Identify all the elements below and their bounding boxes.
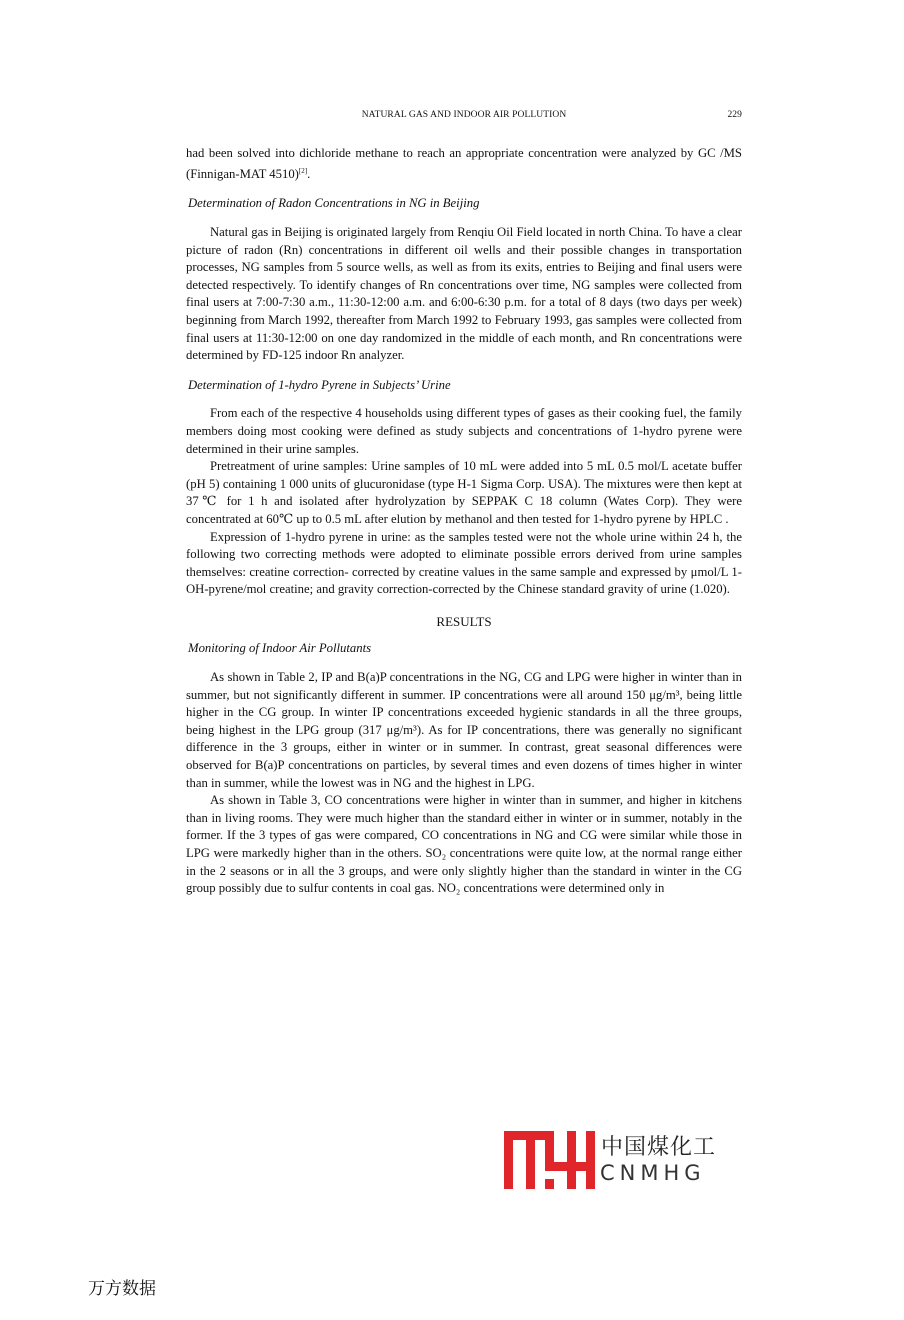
running-title: NATURAL GAS AND INDOOR AIR POLLUTION xyxy=(361,110,567,120)
citation-ref: [2] xyxy=(298,166,308,175)
page-number: 229 xyxy=(727,110,742,120)
article-body xyxy=(186,145,742,898)
running-header xyxy=(186,110,742,124)
cnmhg-logo xyxy=(504,1127,717,1193)
logo-chinese-name: 中国煤化工 xyxy=(601,1135,717,1160)
source-watermark: 万方数据 xyxy=(88,1279,156,1299)
results-paragraph-1: As shown in Table 2, IP and B(a)P concentrations in the NG, CG and LPG were higher in winter than in summer, but not significantly different in summer. IP concentrations were all around 150 μg/m³, being little higher in the CG group. In winter IP concentrations exceeded hygienic standards in all the three groups, being highest in the LPG group (317 μg/m³). As for IP concentrations, there was generally no significant difference in the 3 groups, either in winter or in summer. In contrast, great seasonal differences were observed for B(a)P concentrations on particles, by several times and even dozens of times higher in winter than in summer, while the lowest was in NG and the highest in LPG. xyxy=(186,670,742,790)
pyrene-paragraph-1: From each of the respective 4 households using different types of gases as their cooking fuel, the family members doing most cooking were defined as study subjects and concentrations of 1-hydro pyrene were determined in their urine samples. xyxy=(186,406,742,456)
intro-paragraph: had been solved into dichloride methane to reach an appropriate concentration were analyzed by GC /MS (Finnigan-MAT 4510)[2]. xyxy=(186,146,742,181)
pyrene-paragraph-2: Pretreatment of urine samples: Urine samples of 10 mL were added into 5 mL 0.5 mol/L acetate buffer (pH 5) containing 1 000 units of glucuronidase (type H-1 Sigma Corp. USA). The mixtures were then kept at 37℃ for 1 h and isolated after hydrolyzation by SEPPAK C 18 column (Wates Corp). They were concentrated at 60℃ up to 0.5 mL after elution by methanol and then tested for 1-hydro pyrene by HPLC . xyxy=(186,459,742,526)
section-heading-radon: Determination of Radon Concentrations in NG in Beijing xyxy=(188,196,480,211)
pyrene-paragraph-3: Expression of 1-hydro pyrene in urine: as the samples tested were not the whole urine within 24 h, the following two correcting methods were adopted to eliminate possible errors derived from urine samples themselves: creatine correction- corrected by creatine values in the same sample and expressed by μmol/L 1-OH-pyrene/mol creatine; and gravity correction-corrected by the Chinese standard gravity of urine (1.020). xyxy=(186,529,742,597)
logo-english-name: CNMHG xyxy=(600,1161,706,1185)
results-paragraph-2: As shown in Table 3, CO concentrations were higher in winter than in summer, and higher in kitchens than in living rooms. They were much higher than the standard either in winter or in summer, notably in the former. If the 3 types of gas were compared, CO concentrations in NG and CG were similar while those in LPG were markedly higher than in the others. SO₂ concentrations were quite low, at the normal range either in the 2 seasons or in all the 3 groups, and were only slightly higher than the standard in winter in the CG group possibly due to sulfur contents in coal gas. NO₂ concentrations were determined only in xyxy=(186,793,742,896)
results-heading: RESULTS xyxy=(436,613,492,629)
logo-mark-icon xyxy=(504,1127,596,1193)
section-heading-pyrene: Determination of 1-hydro Pyrene in Subjects’ Urine xyxy=(188,377,451,392)
results-subheading: Monitoring of Indoor Air Pollutants xyxy=(188,641,372,656)
radon-paragraph: Natural gas in Beijing is originated largely from Renqiu Oil Field located in north China. To have a clear picture of radon (Rn) concentrations in different oil wells and their possible changes in transportation processes, NG samples from 5 source wells, as well as from its exits, entries to Beijing and final users were detected respectively. To identify changes of Rn concentrations over time, NG samples were collected from final users at 7:00-7:30 a.m., 11:30-12:00 a.m. and 6:00-6:30 p.m. for a total of 8 days (two days per week) beginning from March 1992, thereafter from March 1992 to February 1993, gas samples were collected from final users at 11:30-12:00 on one day randomized in the middle of each month, and Rn concentrations were determined by FD-125 indoor Rn analyzer. xyxy=(186,225,742,363)
